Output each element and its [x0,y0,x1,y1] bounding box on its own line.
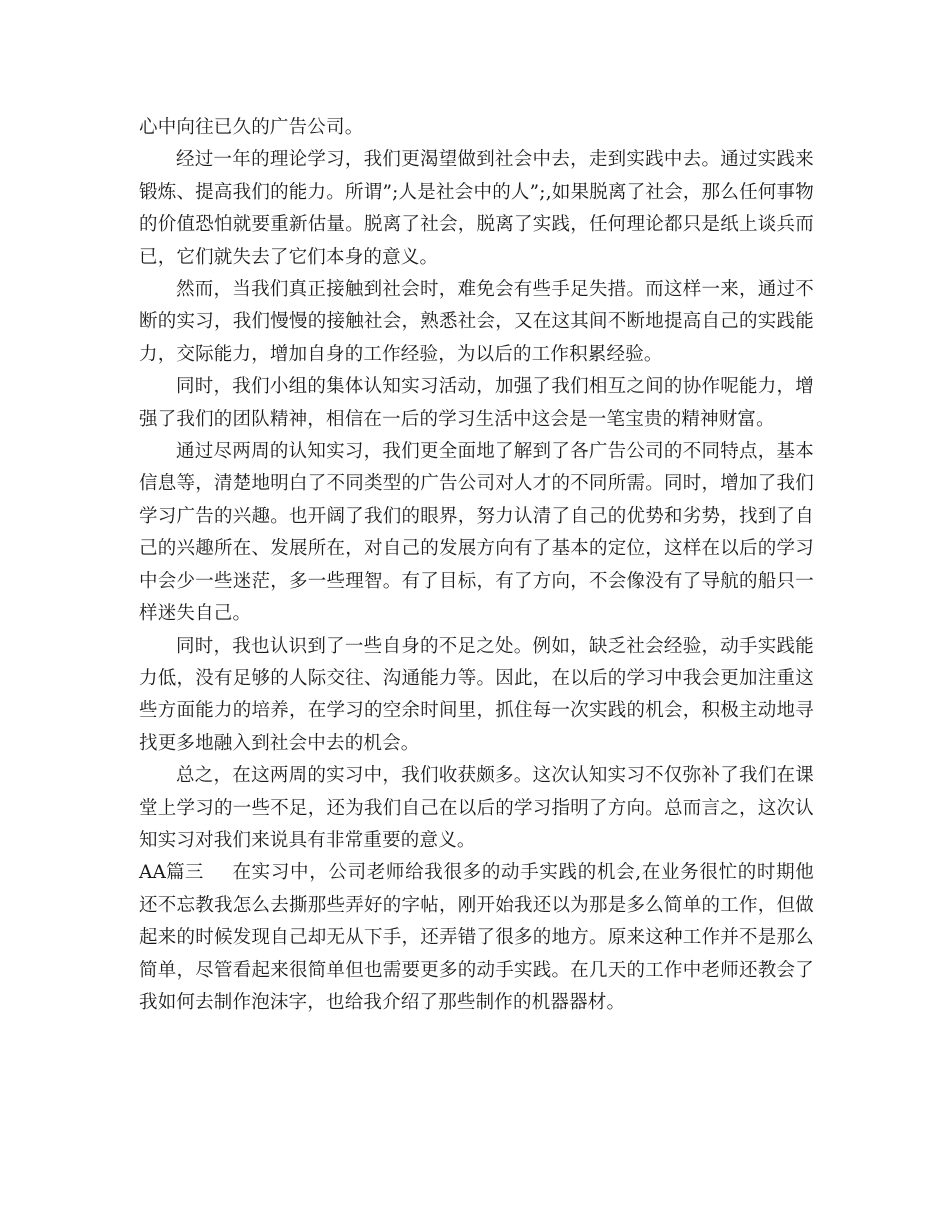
paragraph-2: 经过一年的理论学习，我们更渴望做到社会中去，走到实践中去。通过实践来锻炼、提高我们的能力。所谓”;人是社会中的人”;,如果脱离了社会，那么任何事物的价值恐怕就要重新估量。脱离了社会，脱离了实践，任何理论都只是纸上谈兵而已，它们就失去了它们本身的意义。 [139,149,814,268]
document-page [139,112,814,1019]
paragraph-4: 同时，我们小组的集体认知实习活动，加强了我们相互之间的协作呢能力，增强了我们的团队精神，相信在一后的学习生活中这会是一笔宝贵的精神财富。 [139,376,814,430]
paragraph-5: 通过尽两周的认知实习，我们更全面地了解到了各广告公司的不同特点，基本信息等，清楚地明白了不同类型的广告公司对人才的不同所需。同时，增加了我们学习广告的兴趣。也开阔了我们的眼界，努力认清了自己的优势和劣势，找到了自己的兴趣所在、发展所在，对自己的发展方向有了基本的定位，这样在以后的学习中会少一些迷茫，多一些理智。有了目标，有了方向，不会像没有了导航的船只一样迷失自己。 [139,441,814,625]
section-text: 在实习中，公司老师给我很多的动手实践的机会,在业务很忙的时期他还不忘教我怎么去撕那些弄好的字帖，刚开始我还以为那是多么简单的工作，但做起来的时候发现自己却无从下手，还弄错了很多的地方。原来这种工作并不是那么简单，尽管看起来很简单但也需要更多的动手实践。在几天的工作中老师还教会了我如何去制作泡沫字，也给我介绍了那些制作的机器器材。 [139,862,814,1013]
paragraph-7: 总之，在这两周的实习中，我们收获颇多。这次认知实习不仅弥补了我们在课堂上学习的一些不足，还为我们自己在以后的学习指明了方向。总而言之，这次认知实习对我们来说具有非常重要的意义。 [139,765,814,851]
paragraph-3: 然而，当我们真正接触到社会时，难免会有些手足失措。而这样一来，通过不断的实习，我们慢慢的接触社会，熟悉社会，又在这其间不断地提高自己的实践能力，交际能力，增加自身的工作经验，为以后的工作积累经验。 [139,279,814,365]
section-paragraph [139,857,814,1019]
section-label: AA篇三 [139,862,204,884]
paragraph-6: 同时，我也认识到了一些自身的不足之处。例如，缺乏社会经验，动手实践能力低，没有足够的人际交往、沟通能力等。因此，在以后的学习中我会更加注重这些方面能力的培养，在学习的空余时间里，抓住每一次实践的机会，积极主动地寻找更多地融入到社会中去的机会。 [139,635,814,754]
paragraph-1: 心中向往已久的广告公司。 [139,117,364,138]
